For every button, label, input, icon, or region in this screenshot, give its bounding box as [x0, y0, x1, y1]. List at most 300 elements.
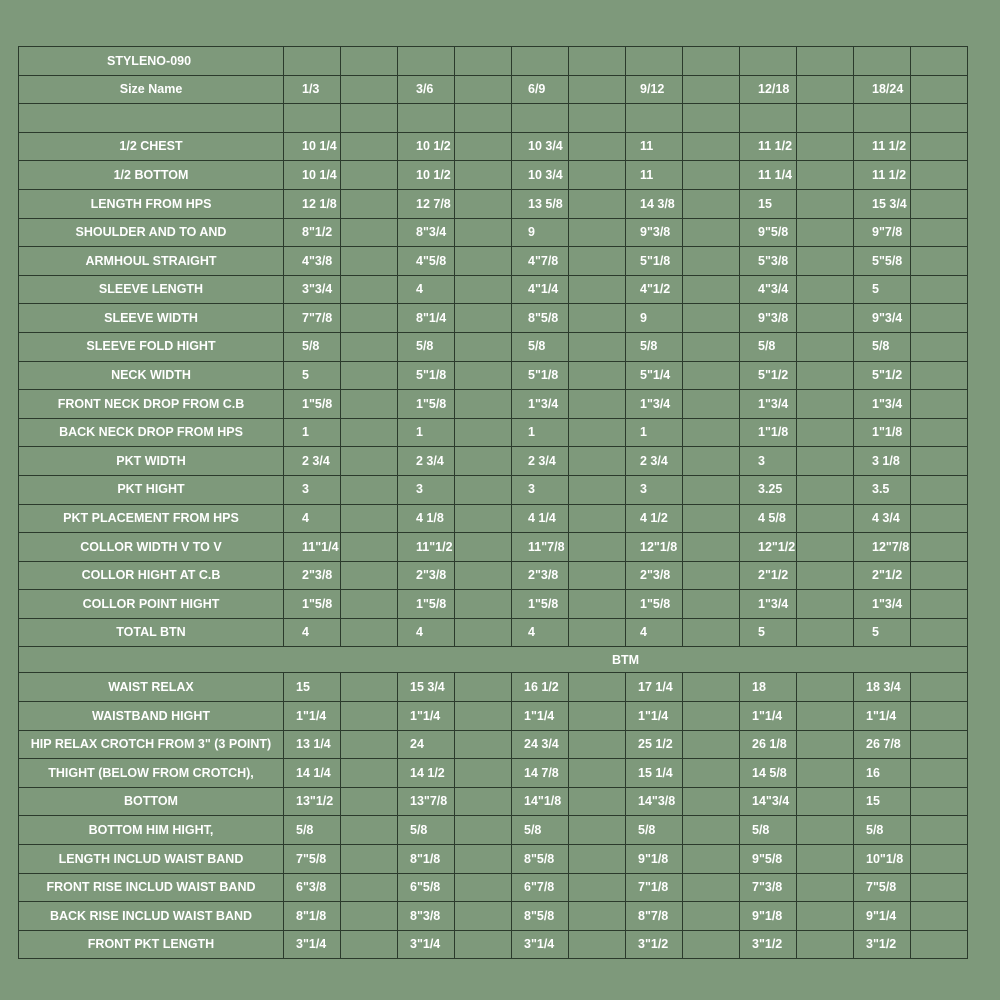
empty-cell [569, 104, 626, 133]
measurement-value: 7"5/8 [854, 873, 911, 902]
measurement-value: 10"1/8 [854, 845, 911, 874]
measurement-value: 4 1/8 [398, 504, 455, 533]
measurement-value: 1 [398, 418, 455, 447]
measurement-value: 5 [284, 361, 341, 390]
empty-cell [455, 561, 512, 590]
empty-cell [683, 47, 740, 76]
empty-cell [797, 759, 854, 788]
measurement-label: BOTTOM [19, 787, 284, 816]
empty-cell [911, 845, 968, 874]
empty-cell [341, 902, 398, 931]
size-name-1: 3/6 [398, 75, 455, 104]
empty-cell [911, 75, 968, 104]
empty-cell [797, 590, 854, 619]
measurement-value: 9"1/8 [626, 845, 683, 874]
measurement-value: 18 3/4 [854, 673, 911, 702]
measurement-row [19, 873, 968, 902]
measurement-value: 9 [626, 304, 683, 333]
empty-cell [683, 75, 740, 104]
measurement-row [19, 475, 968, 504]
empty-cell [797, 247, 854, 276]
empty-cell [911, 504, 968, 533]
empty-cell [341, 275, 398, 304]
measurement-value: 1"1/4 [398, 702, 455, 731]
empty-cell [341, 247, 398, 276]
measurement-value: 11 [626, 132, 683, 161]
measurement-value: 1"3/4 [854, 390, 911, 419]
empty-cell [455, 845, 512, 874]
empty-cell [911, 930, 968, 959]
measurement-value: 1"5/8 [398, 590, 455, 619]
measurement-value: 3 [512, 475, 569, 504]
empty-cell [797, 161, 854, 190]
measurement-value: 14"3/8 [626, 787, 683, 816]
empty-cell [455, 75, 512, 104]
measurement-value: 4"3/8 [284, 247, 341, 276]
empty-cell [341, 759, 398, 788]
measurement-label: TOTAL BTN [19, 618, 284, 647]
measurement-value: 6"5/8 [398, 873, 455, 902]
empty-cell [797, 816, 854, 845]
empty-cell [569, 504, 626, 533]
empty-cell [398, 104, 455, 133]
empty-cell [341, 104, 398, 133]
measurement-value: 17 1/4 [626, 673, 683, 702]
empty-cell [455, 447, 512, 476]
empty-cell [911, 902, 968, 931]
empty-cell [455, 787, 512, 816]
empty-cell [797, 702, 854, 731]
measurement-label: COLLOR WIDTH V TO V [19, 533, 284, 562]
empty-cell [683, 189, 740, 218]
empty-cell [569, 787, 626, 816]
measurement-value: 1"1/8 [740, 418, 797, 447]
empty-cell [797, 930, 854, 959]
measurement-value: 13"7/8 [398, 787, 455, 816]
measurement-row [19, 902, 968, 931]
empty-cell [569, 418, 626, 447]
measurement-value: 3"1/4 [284, 930, 341, 959]
measurement-row [19, 930, 968, 959]
empty-cell [911, 447, 968, 476]
empty-cell [911, 47, 968, 76]
measurement-value: 15 [854, 787, 911, 816]
measurement-value: 12 1/8 [284, 189, 341, 218]
empty-cell [911, 332, 968, 361]
measurement-label: SLEEVE FOLD HIGHT [19, 332, 284, 361]
empty-cell [341, 873, 398, 902]
measurement-value: 9"3/8 [626, 218, 683, 247]
measurement-value: 2 3/4 [284, 447, 341, 476]
measurement-value: 2"3/8 [284, 561, 341, 590]
blank-row [19, 104, 968, 133]
empty-cell [569, 702, 626, 731]
measurement-row [19, 390, 968, 419]
empty-cell [341, 590, 398, 619]
measurement-row [19, 218, 968, 247]
measurement-label: LENGTH FROM HPS [19, 189, 284, 218]
measurement-value: 5"1/8 [398, 361, 455, 390]
empty-cell [569, 873, 626, 902]
empty-cell [569, 673, 626, 702]
measurement-value: 8"5/8 [512, 304, 569, 333]
measurement-label: BACK RISE INCLUD WAIST BAND [19, 902, 284, 931]
empty-cell [683, 590, 740, 619]
measurement-row [19, 447, 968, 476]
measurement-label: HIP RELAX CROTCH FROM 3" (3 POINT) [19, 730, 284, 759]
empty-cell [455, 247, 512, 276]
empty-cell [341, 845, 398, 874]
measurement-value: 3"1/2 [854, 930, 911, 959]
size-header-row [19, 75, 968, 104]
measurement-row [19, 845, 968, 874]
empty-cell [455, 590, 512, 619]
empty-cell [569, 275, 626, 304]
empty-cell [854, 104, 911, 133]
measurement-value: 1"1/4 [854, 702, 911, 731]
measurement-value: 11 1/4 [740, 161, 797, 190]
measurement-value: 10 1/4 [284, 132, 341, 161]
empty-cell [569, 618, 626, 647]
empty-cell [455, 702, 512, 731]
empty-cell [19, 104, 284, 133]
measurement-value: 2"1/2 [854, 561, 911, 590]
empty-cell [797, 533, 854, 562]
empty-cell [341, 189, 398, 218]
measurement-label: LENGTH INCLUD WAIST BAND [19, 845, 284, 874]
measurement-value: 9"5/8 [740, 845, 797, 874]
measurement-row [19, 161, 968, 190]
measurement-value: 9"7/8 [854, 218, 911, 247]
measurement-row [19, 816, 968, 845]
empty-cell [683, 218, 740, 247]
empty-cell [512, 47, 569, 76]
empty-cell [569, 361, 626, 390]
measurement-value: 13 5/8 [512, 189, 569, 218]
measurement-value: 4"5/8 [398, 247, 455, 276]
size-name-5: 18/24 [854, 75, 911, 104]
measurement-label: BOTTOM HIM HIGHT, [19, 816, 284, 845]
empty-cell [797, 902, 854, 931]
empty-cell [341, 47, 398, 76]
empty-cell [569, 930, 626, 959]
empty-cell [569, 304, 626, 333]
empty-cell [569, 759, 626, 788]
empty-cell [683, 332, 740, 361]
measurement-value: 8"1/4 [398, 304, 455, 333]
measurement-value: 12"1/2 [740, 533, 797, 562]
measurement-value: 4 [398, 275, 455, 304]
measurement-value: 2"1/2 [740, 561, 797, 590]
empty-cell [797, 873, 854, 902]
measurement-value: 10 3/4 [512, 132, 569, 161]
empty-cell [569, 75, 626, 104]
spec-table-body [19, 47, 968, 959]
empty-cell [911, 759, 968, 788]
measurement-label: PKT HIGHT [19, 475, 284, 504]
empty-cell [341, 75, 398, 104]
empty-cell [683, 787, 740, 816]
measurement-value: 11 [626, 161, 683, 190]
empty-cell [797, 132, 854, 161]
measurement-row [19, 189, 968, 218]
empty-cell [569, 247, 626, 276]
empty-cell [911, 361, 968, 390]
size-name-3: 9/12 [626, 75, 683, 104]
measurement-label: THIGHT (BELOW FROM CROTCH), [19, 759, 284, 788]
measurement-value: 4 3/4 [854, 504, 911, 533]
empty-cell [683, 930, 740, 959]
measurement-value: 4 [398, 618, 455, 647]
measurement-value: 10 1/4 [284, 161, 341, 190]
empty-cell [455, 275, 512, 304]
measurement-value: 5/8 [512, 332, 569, 361]
measurement-value: 10 3/4 [512, 161, 569, 190]
empty-cell [569, 161, 626, 190]
measurement-row [19, 787, 968, 816]
measurement-value: 9"3/8 [740, 304, 797, 333]
measurement-value: 8"5/8 [512, 902, 569, 931]
empty-cell [911, 247, 968, 276]
empty-cell [341, 132, 398, 161]
measurement-value: 1"3/4 [512, 390, 569, 419]
measurement-value: 3"1/4 [398, 930, 455, 959]
measurement-value: 5"1/2 [854, 361, 911, 390]
measurement-value: 16 [854, 759, 911, 788]
empty-cell [455, 161, 512, 190]
empty-cell [341, 533, 398, 562]
empty-cell [341, 161, 398, 190]
empty-cell [626, 47, 683, 76]
measurement-value: 1"1/8 [854, 418, 911, 447]
empty-cell [797, 104, 854, 133]
measurement-value: 3 [284, 475, 341, 504]
empty-cell [455, 902, 512, 931]
measurement-value: 1"5/8 [284, 590, 341, 619]
measurement-value: 8"3/8 [398, 902, 455, 931]
empty-cell [683, 730, 740, 759]
empty-cell [455, 930, 512, 959]
empty-cell [797, 561, 854, 590]
measurement-label: ARMHOUL STRAIGHT [19, 247, 284, 276]
measurement-value: 6"7/8 [512, 873, 569, 902]
measurement-value: 8"5/8 [512, 845, 569, 874]
empty-cell [911, 533, 968, 562]
measurement-value: 11"1/4 [284, 533, 341, 562]
measurement-value: 2 3/4 [512, 447, 569, 476]
measurement-value: 5/8 [398, 332, 455, 361]
empty-cell [341, 702, 398, 731]
measurement-value: 5/8 [740, 332, 797, 361]
measurement-value: 8"1/2 [284, 218, 341, 247]
empty-cell [341, 673, 398, 702]
style-number: STYLENO-090 [19, 47, 284, 76]
measurement-value: 5"1/8 [626, 247, 683, 276]
empty-cell [569, 332, 626, 361]
empty-cell [911, 673, 968, 702]
measurement-value: 5/8 [854, 332, 911, 361]
empty-cell [341, 930, 398, 959]
empty-cell [797, 787, 854, 816]
size-name-0: 1/3 [284, 75, 341, 104]
measurement-value: 3 [740, 447, 797, 476]
empty-cell [911, 702, 968, 731]
measurement-value: 5/8 [512, 816, 569, 845]
measurement-value: 1"5/8 [398, 390, 455, 419]
measurement-value: 12"7/8 [854, 533, 911, 562]
measurement-value: 18 [740, 673, 797, 702]
measurement-label: BACK NECK DROP FROM HPS [19, 418, 284, 447]
empty-cell [683, 618, 740, 647]
measurement-row [19, 759, 968, 788]
empty-cell [797, 447, 854, 476]
empty-cell [455, 104, 512, 133]
measurement-label: FRONT PKT LENGTH [19, 930, 284, 959]
measurement-value: 7"1/8 [626, 873, 683, 902]
measurement-value: 4"1/2 [626, 275, 683, 304]
empty-cell [683, 161, 740, 190]
empty-cell [797, 275, 854, 304]
empty-cell [797, 332, 854, 361]
measurement-value: 26 1/8 [740, 730, 797, 759]
measurement-value: 4"1/4 [512, 275, 569, 304]
measurement-value: 7"7/8 [284, 304, 341, 333]
measurement-value: 5 [740, 618, 797, 647]
measurement-row [19, 561, 968, 590]
empty-cell [683, 561, 740, 590]
measurement-row [19, 247, 968, 276]
measurement-row [19, 590, 968, 619]
empty-cell [797, 475, 854, 504]
empty-cell [683, 759, 740, 788]
measurement-value: 4 1/4 [512, 504, 569, 533]
measurement-value: 14 1/4 [284, 759, 341, 788]
measurement-value: 5 [854, 618, 911, 647]
empty-cell [911, 787, 968, 816]
empty-cell [569, 132, 626, 161]
empty-cell [911, 304, 968, 333]
measurement-value: 3 [398, 475, 455, 504]
empty-cell [911, 132, 968, 161]
empty-cell [683, 390, 740, 419]
measurement-value: 1 [512, 418, 569, 447]
empty-cell [911, 816, 968, 845]
empty-cell [911, 873, 968, 902]
measurement-row [19, 504, 968, 533]
measurement-value: 1"3/4 [626, 390, 683, 419]
size-name-label: Size Name [19, 75, 284, 104]
empty-cell [683, 504, 740, 533]
empty-cell [569, 816, 626, 845]
empty-cell [455, 533, 512, 562]
empty-cell [341, 504, 398, 533]
measurement-value: 4 [512, 618, 569, 647]
measurement-value: 3.5 [854, 475, 911, 504]
empty-cell [683, 816, 740, 845]
measurement-value: 8"1/8 [284, 902, 341, 931]
measurement-value: 1 [284, 418, 341, 447]
section-row [19, 647, 968, 673]
empty-cell [797, 618, 854, 647]
measurement-row [19, 673, 968, 702]
empty-cell [341, 418, 398, 447]
measurement-label: SHOULDER AND TO AND [19, 218, 284, 247]
measurement-value: 15 [284, 673, 341, 702]
measurement-value: 1"5/8 [512, 590, 569, 619]
measurement-value: 2 3/4 [626, 447, 683, 476]
measurement-value: 3 [626, 475, 683, 504]
empty-cell [911, 590, 968, 619]
measurement-label: SLEEVE WIDTH [19, 304, 284, 333]
empty-cell [569, 475, 626, 504]
measurement-label: 1/2 BOTTOM [19, 161, 284, 190]
measurement-value: 1"3/4 [740, 590, 797, 619]
measurement-value: 11 1/2 [854, 132, 911, 161]
measurement-value: 1"5/8 [284, 390, 341, 419]
empty-cell [797, 730, 854, 759]
measurement-value: 4 5/8 [740, 504, 797, 533]
measurement-value: 4 [626, 618, 683, 647]
empty-cell [569, 47, 626, 76]
measurement-value: 5/8 [284, 332, 341, 361]
measurement-label: PKT WIDTH [19, 447, 284, 476]
measurement-value: 26 7/8 [854, 730, 911, 759]
empty-cell [569, 390, 626, 419]
empty-cell [683, 845, 740, 874]
measurement-value: 15 [740, 189, 797, 218]
empty-cell [455, 618, 512, 647]
empty-cell [626, 104, 683, 133]
measurement-row [19, 702, 968, 731]
empty-cell [740, 104, 797, 133]
measurement-value: 13"1/2 [284, 787, 341, 816]
measurement-value: 5/8 [626, 332, 683, 361]
empty-cell [455, 361, 512, 390]
empty-cell [911, 218, 968, 247]
empty-cell [341, 730, 398, 759]
empty-cell [911, 189, 968, 218]
empty-cell [569, 447, 626, 476]
empty-cell [683, 873, 740, 902]
measurement-value: 5"3/8 [740, 247, 797, 276]
measurement-value: 3"1/4 [512, 930, 569, 959]
measurement-value: 11 1/2 [740, 132, 797, 161]
spec-sheet-table [18, 46, 968, 959]
measurement-value: 11"7/8 [512, 533, 569, 562]
measurement-label: WAIST RELAX [19, 673, 284, 702]
measurement-value: 15 3/4 [854, 189, 911, 218]
measurement-value: 5/8 [626, 816, 683, 845]
empty-cell [341, 447, 398, 476]
measurement-value: 4 1/2 [626, 504, 683, 533]
empty-cell [797, 418, 854, 447]
measurement-label: NECK WIDTH [19, 361, 284, 390]
empty-cell [683, 132, 740, 161]
measurement-row [19, 275, 968, 304]
measurement-value: 6"3/8 [284, 873, 341, 902]
empty-cell [284, 104, 341, 133]
empty-cell [797, 845, 854, 874]
measurement-value: 3"3/4 [284, 275, 341, 304]
empty-cell [455, 873, 512, 902]
measurement-label: FRONT NECK DROP FROM C.B [19, 390, 284, 419]
measurement-value: 11"1/2 [398, 533, 455, 562]
empty-cell [341, 304, 398, 333]
empty-cell [569, 730, 626, 759]
empty-cell [455, 132, 512, 161]
measurement-value: 16 1/2 [512, 673, 569, 702]
empty-cell [455, 730, 512, 759]
